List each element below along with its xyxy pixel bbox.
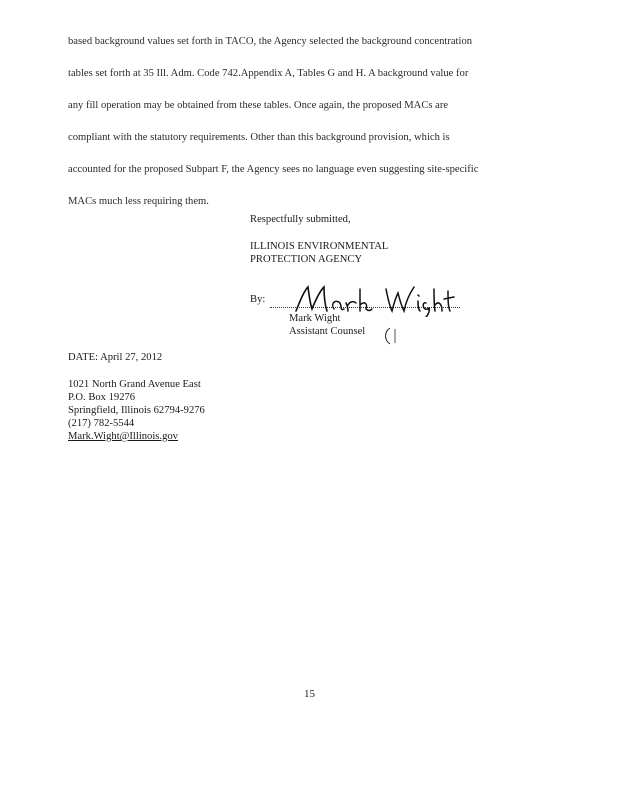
signer-title: Assistant Counsel	[289, 326, 366, 337]
page-number: 15	[304, 688, 315, 700]
body-line: compliant with the statutory requirements. Other than this background provision, which is	[68, 132, 450, 143]
by-label: By:	[250, 294, 266, 305]
document-date: DATE: April 27, 2012	[68, 352, 163, 363]
body-line: accounted for the proposed Subpart F, the Agency sees no language even suggesting site-specific	[68, 164, 479, 175]
organization-line-2: PROTECTION AGENCY	[250, 254, 363, 265]
body-paragraph	[68, 36, 558, 228]
organization-name	[250, 240, 388, 266]
organization-line-1: ILLINOIS ENVIRONMENTAL	[250, 241, 389, 252]
body-line: any fill operation may be obtained from these tables. Once again, the proposed MACs are	[68, 100, 449, 111]
address-block	[68, 378, 205, 443]
address-street: 1021 North Grand Avenue East	[68, 379, 201, 390]
body-line: based background values set forth in TACO, the Agency selected the background concentration	[68, 36, 473, 47]
closing-text: Respectfully submitted,	[250, 214, 351, 225]
body-line: tables set forth at 35 Ill. Adm. Code 742.Appendix A, Tables G and H. A background value for	[68, 68, 469, 79]
body-line: MACs much less requiring them.	[68, 196, 209, 207]
address-email-item	[68, 430, 205, 443]
email-link[interactable]: Mark.Wight@Illinois.gov	[68, 431, 178, 442]
signer-name: Mark Wight	[289, 313, 341, 324]
address-city: Springfield, Illinois 62794-9276	[68, 405, 205, 416]
handwritten-mark	[382, 327, 400, 345]
address-po-box: P.O. Box 19276	[68, 392, 136, 403]
address-phone: (217) 782-5544	[68, 418, 135, 429]
signer-info	[289, 312, 365, 338]
